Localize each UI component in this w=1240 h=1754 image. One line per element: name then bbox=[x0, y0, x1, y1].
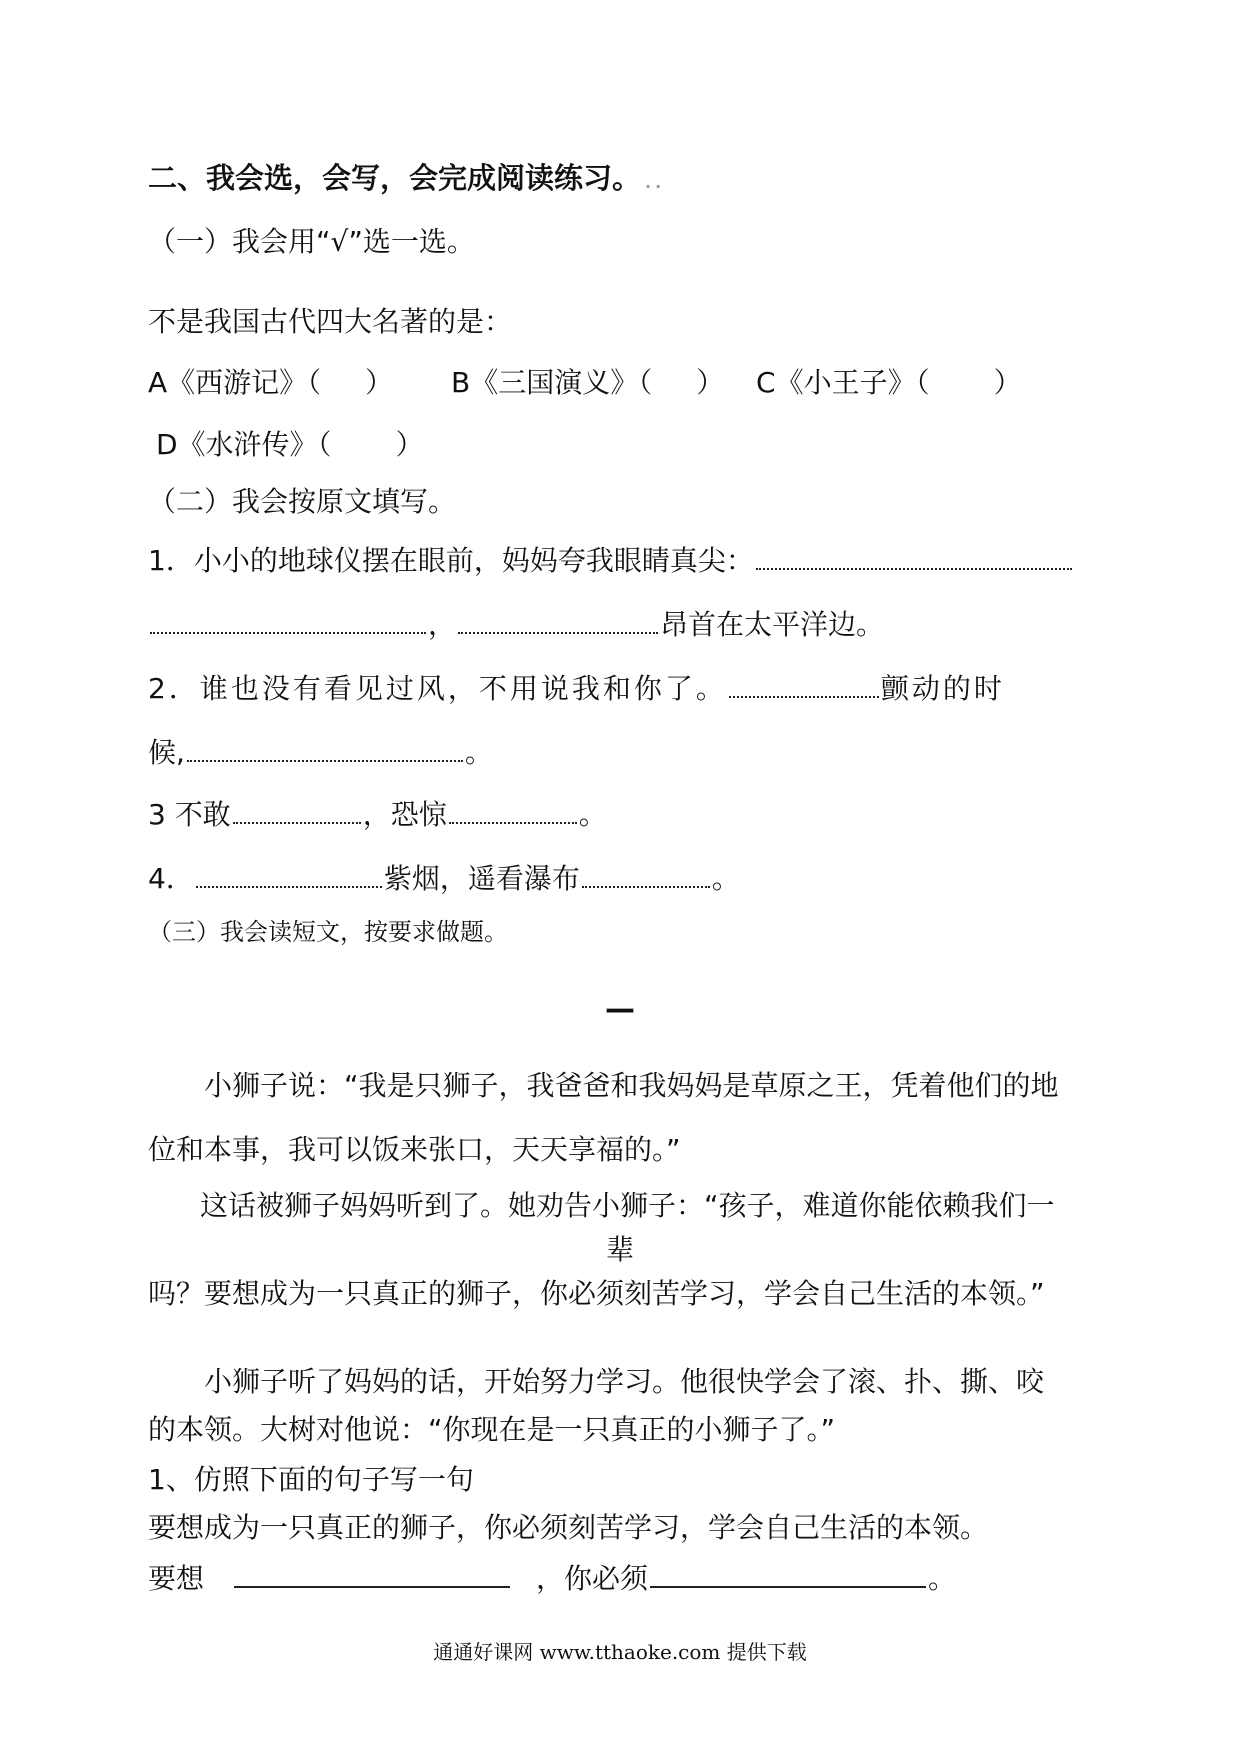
q2-blank-1[interactable] bbox=[729, 666, 879, 698]
option-c-close: ） bbox=[993, 366, 1022, 399]
q3-end: 。 bbox=[578, 798, 607, 831]
q2-line2-text: 候, bbox=[148, 736, 185, 769]
option-b[interactable] bbox=[451, 366, 724, 399]
q2-text: 2．谁也没有看见过风，不用说我和你了。 bbox=[148, 672, 727, 705]
story-p3-line1: 小狮子听了妈妈的话，开始努力学习。他很快学会了滚、扑、撕、咬 bbox=[204, 1365, 1045, 1398]
part1-title-text: （一）我会用“√”选一选。 bbox=[148, 225, 475, 258]
fill-q3 bbox=[148, 792, 607, 835]
options-row-2 bbox=[156, 424, 424, 465]
q2-blank-2[interactable] bbox=[187, 730, 463, 762]
ex1-blank-1[interactable] bbox=[234, 1556, 510, 1588]
story-p2-line1: 这话被狮子妈妈听到了。她劝告小狮子：“孩子，难道你能依赖我们一 bbox=[200, 1189, 1055, 1222]
q1-blank-2[interactable] bbox=[150, 602, 426, 634]
story-p2-line1-wrap: 辈 bbox=[605, 1233, 634, 1266]
ex1-start: 要想 bbox=[148, 1562, 205, 1595]
section-title bbox=[148, 158, 665, 203]
option-b-check-slot[interactable] bbox=[654, 362, 694, 392]
option-b-close: ） bbox=[696, 366, 725, 399]
option-c-check-slot[interactable] bbox=[932, 362, 992, 392]
option-a-check-slot[interactable] bbox=[323, 362, 363, 392]
q4-blank-1[interactable] bbox=[196, 856, 382, 888]
option-d-label: D《水浒传》（ bbox=[156, 428, 332, 461]
q4-blank-2[interactable] bbox=[582, 856, 710, 888]
q1-end: 昂首在太平洋边。 bbox=[660, 608, 885, 641]
exercise1-title: 1、仿照下面的句子写一句 bbox=[148, 1463, 474, 1496]
part1-question bbox=[148, 302, 512, 342]
option-c[interactable] bbox=[756, 366, 1022, 399]
ex1-blank-2[interactable] bbox=[650, 1556, 926, 1588]
q3-text: 3 不敢 bbox=[148, 798, 231, 831]
part1-title bbox=[148, 222, 475, 262]
story-p3-line2: 的本领。大树对他说：“你现在是一只真正的小狮子了。” bbox=[148, 1413, 836, 1446]
story-p1-line2: 位和本事，我可以饭来张口，天天享福的。” bbox=[148, 1133, 681, 1166]
exercise1-answer-line bbox=[148, 1556, 956, 1599]
footer-credit: 通通好课网 www.tthaoke.com 提供下载 bbox=[433, 1640, 807, 1664]
options-row-1 bbox=[148, 362, 1022, 403]
option-d-check-slot[interactable] bbox=[334, 424, 394, 454]
part2-title-text: （二）我会按原文填写。 bbox=[148, 485, 457, 518]
part3-title-text: （三）我会读短文，按要求做题。 bbox=[148, 918, 508, 946]
q2-text-end: 颤动的时 bbox=[880, 672, 1005, 705]
q1-sep: ， bbox=[428, 608, 457, 641]
story-heading: — bbox=[605, 992, 635, 1027]
q3-blank-1[interactable] bbox=[233, 792, 361, 824]
story-p1-line1: 小狮子说：“我是只狮子，我爸爸和我妈妈是草原之王，凭着他们的地 bbox=[204, 1069, 1059, 1102]
q4-mid: 紫烟，遥看瀑布 bbox=[383, 862, 580, 895]
fill-q4 bbox=[148, 856, 740, 899]
ex1-end: 。 bbox=[928, 1562, 957, 1595]
option-d-close: ） bbox=[395, 428, 424, 461]
q4-end: 。 bbox=[711, 862, 740, 895]
story-p2-line2: 吗？要想成为一只真正的狮子，你必须刻苦学习，学会自己生活的本领。” bbox=[148, 1277, 1045, 1310]
margin-dots: .. bbox=[645, 173, 666, 192]
q1-blank-1[interactable] bbox=[756, 538, 1072, 570]
option-b-label: B《三国演义》（ bbox=[450, 366, 653, 399]
part1-question-text: 不是我国古代四大名著的是： bbox=[148, 305, 513, 338]
option-c-label: C《小王子》（ bbox=[756, 366, 930, 399]
option-a-label: A《西游记》（ bbox=[148, 366, 322, 399]
fill-q1-line2 bbox=[148, 602, 884, 645]
option-a[interactable] bbox=[148, 366, 393, 399]
section-title-text: 二、我会选，会写，会完成阅读练习。 bbox=[148, 161, 642, 195]
option-d[interactable] bbox=[156, 428, 424, 461]
q3-mid: ，恐惊 bbox=[362, 798, 447, 831]
option-a-close: ） bbox=[365, 366, 394, 399]
q2-line2-end: 。 bbox=[464, 736, 493, 769]
q3-blank-2[interactable] bbox=[449, 792, 577, 824]
fill-q2-line2 bbox=[148, 730, 493, 773]
fill-q1-line1 bbox=[148, 538, 1074, 581]
part2-title bbox=[148, 482, 456, 522]
fill-q2-line1 bbox=[148, 666, 1005, 709]
exercise1-sentence: 要想成为一只真正的狮子，你必须刻苦学习，学会自己生活的本领。 bbox=[148, 1511, 989, 1544]
q1-text: 1．小小的地球仪摆在眼前，妈妈夸我眼睛真尖： bbox=[148, 544, 754, 577]
ex1-mid: ，你必须 bbox=[536, 1562, 649, 1595]
q1-blank-3[interactable] bbox=[458, 602, 658, 634]
part3-title bbox=[148, 912, 508, 952]
q4-text: 4． bbox=[148, 862, 194, 895]
